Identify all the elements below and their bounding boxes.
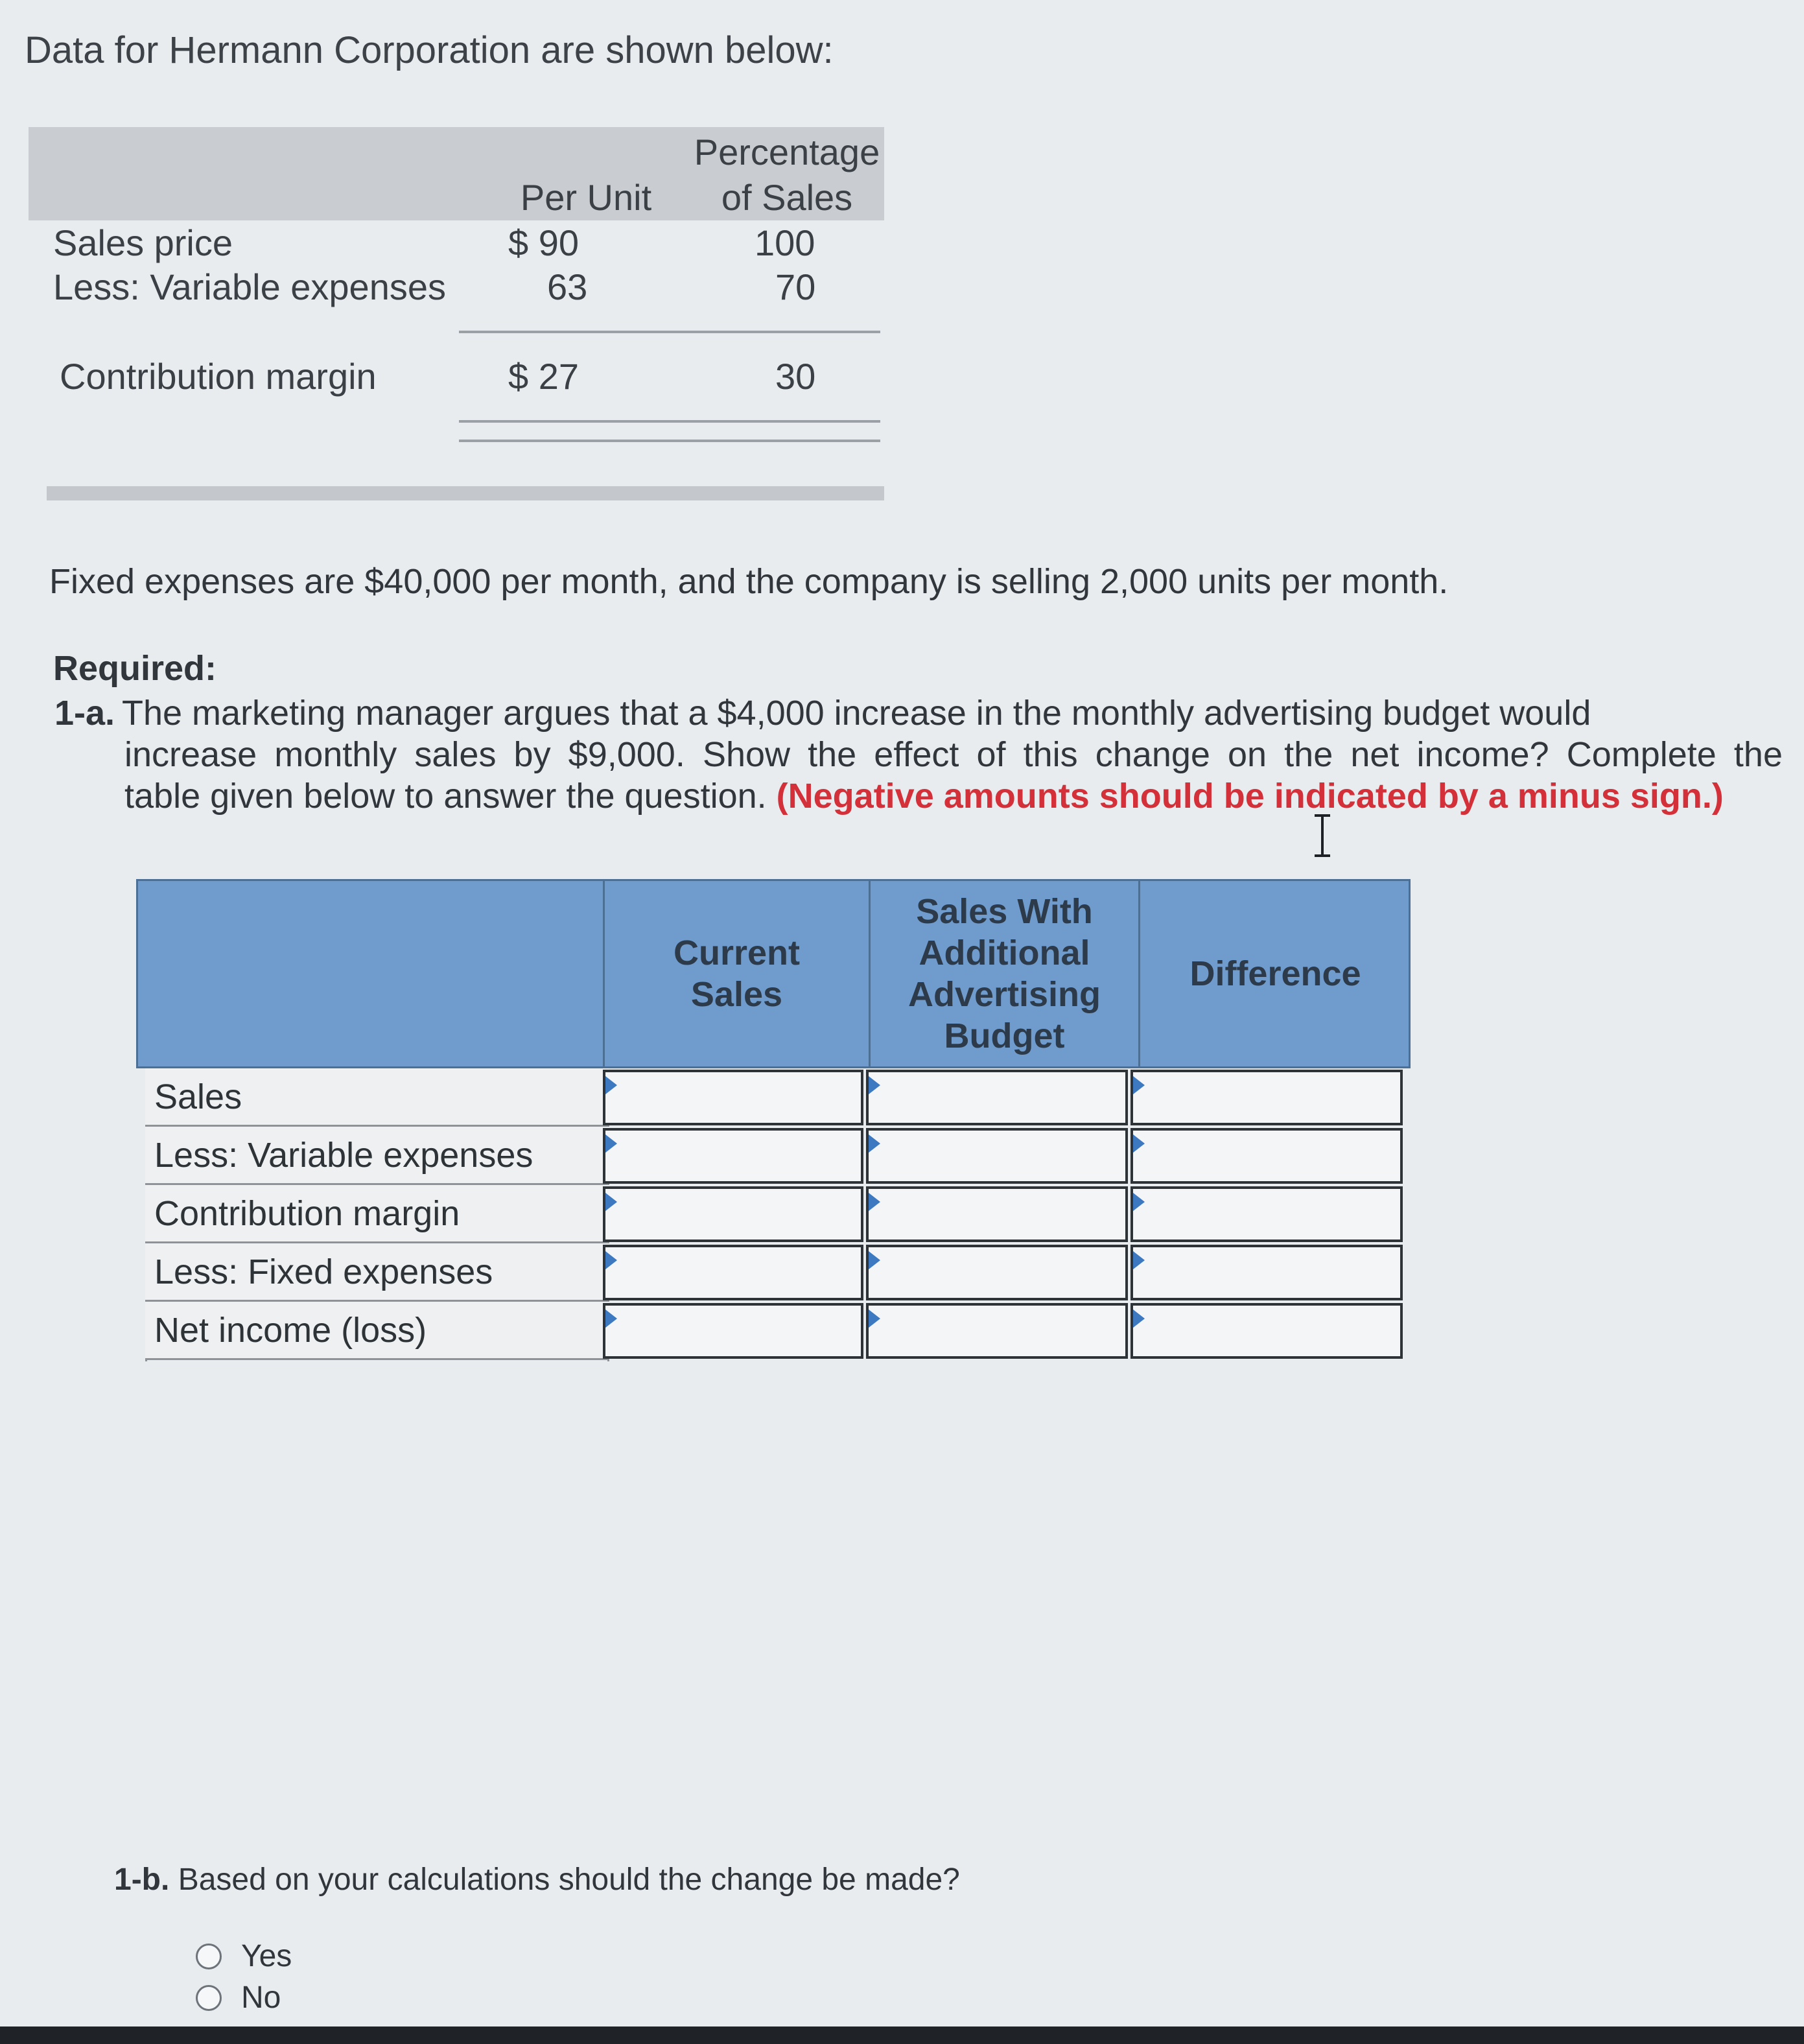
col-header-current-sales-line2: Sales (690, 975, 783, 1014)
question-1b (114, 1862, 960, 1897)
text-cursor-icon (1309, 813, 1335, 858)
input-fixed-expenses-difference[interactable] (1130, 1245, 1403, 1300)
col-header-current-sales-line1: Current (673, 934, 800, 972)
entry-marker-icon (869, 1076, 880, 1094)
total-rule-2 (459, 440, 880, 442)
bottom-edge (0, 2026, 1804, 2044)
col-header-per-unit: Per Unit (520, 177, 652, 218)
radio-option-yes[interactable] (196, 1938, 292, 1974)
entry-marker-icon (605, 1193, 617, 1211)
input-fixed-expenses-with-advertising[interactable] (866, 1245, 1128, 1300)
row-label-fixed-expenses: Less: Fixed expenses (145, 1243, 609, 1302)
entry-marker-icon (869, 1193, 880, 1211)
entry-marker-icon (1133, 1310, 1145, 1328)
input-net-income-current[interactable] (603, 1303, 863, 1359)
variable-expenses-per-unit: 63 (547, 266, 588, 307)
question-1a-line3-wrap (54, 775, 1783, 817)
question-1a-line1: The marketing manager argues that a $4,000 increase in the monthly advertising budget would (122, 694, 1591, 733)
subtotal-rule (459, 331, 880, 333)
entry-marker-icon (869, 1251, 880, 1269)
question-1b-number: 1-b. (114, 1862, 170, 1897)
radio-yes-label: Yes (241, 1939, 292, 1973)
col-header-difference: Difference (1138, 879, 1411, 1068)
input-sales-with-advertising[interactable] (866, 1070, 1128, 1125)
entry-marker-icon (605, 1251, 617, 1269)
row-label-sales: Sales (145, 1068, 609, 1127)
question-1a-line2: increase monthly sales by $9,000. Show the effect of this change on the net income? Complete the (124, 735, 1783, 774)
col-header-percentage-line2: of Sales (721, 177, 853, 218)
intro-text: Data for Hermann Corporation are shown below: (25, 29, 834, 71)
variable-expenses-pct: 70 (775, 266, 816, 307)
input-contribution-margin-with-advertising[interactable] (866, 1186, 1128, 1242)
row-label-contribution-margin: Contribution margin (145, 1185, 609, 1243)
col-header-percentage (690, 130, 884, 220)
input-net-income-difference[interactable] (1130, 1303, 1403, 1359)
col-header-current-sales (603, 879, 869, 1068)
col-header-sales-with-line2: Additional (919, 934, 1090, 972)
fixed-expenses-text: Fixed expenses are $40,000 per month, and the company is selling 2,000 units per month. (49, 562, 1449, 601)
entry-marker-icon (605, 1310, 617, 1328)
required-heading: Required: (53, 649, 217, 688)
contribution-margin-per-unit: $ 27 (508, 356, 579, 397)
row-label-variable-expenses: Less: Variable expenses (53, 266, 446, 307)
entry-marker-icon (605, 1134, 617, 1153)
data-table-bottom-band (47, 486, 884, 500)
entry-marker-icon (869, 1134, 880, 1153)
row-label-variable-expenses: Less: Variable expenses (145, 1127, 609, 1185)
question-1a-line3: table given below to answer the question. (124, 777, 767, 816)
input-variable-expenses-difference[interactable] (1130, 1128, 1403, 1184)
entry-marker-icon (1133, 1134, 1145, 1153)
input-fixed-expenses-current[interactable] (603, 1245, 863, 1300)
row-label-sales-price: Sales price (53, 222, 233, 263)
input-contribution-margin-current[interactable] (603, 1186, 863, 1242)
question-1a (54, 692, 1783, 817)
entry-marker-icon (1133, 1076, 1145, 1094)
entry-marker-icon (605, 1076, 617, 1094)
negative-amounts-note: (Negative amounts should be indicated by a minus sign.) (776, 777, 1724, 816)
input-sales-current[interactable] (603, 1070, 863, 1125)
radio-no-control[interactable] (196, 1985, 222, 2011)
entry-marker-icon (1133, 1193, 1145, 1211)
col-header-sales-with-line3: Advertising (908, 975, 1101, 1014)
contribution-margin-pct: 30 (775, 356, 816, 397)
input-contribution-margin-difference[interactable] (1130, 1186, 1403, 1242)
row-label-net-income: Net income (loss) (145, 1302, 609, 1360)
entry-marker-icon (1133, 1251, 1145, 1269)
input-variable-expenses-with-advertising[interactable] (866, 1128, 1128, 1184)
col-header-sales-with-advertising (869, 879, 1138, 1068)
sales-price-per-unit: $ 90 (508, 222, 579, 263)
input-sales-difference[interactable] (1130, 1070, 1403, 1125)
row-label-contribution-margin: Contribution margin (60, 356, 377, 397)
question-1b-text: Based on your calculations should the change be made? (178, 1862, 960, 1897)
input-net-income-with-advertising[interactable] (866, 1303, 1128, 1359)
radio-no-label: No (241, 1980, 281, 2015)
radio-option-no[interactable] (196, 1980, 281, 2015)
sales-price-pct: 100 (755, 222, 815, 263)
question-1a-number: 1-a. (54, 694, 115, 733)
entry-marker-icon (869, 1310, 880, 1328)
col-header-sales-with-line1: Sales With (916, 892, 1093, 931)
input-variable-expenses-current[interactable] (603, 1128, 863, 1184)
radio-yes-control[interactable] (196, 1944, 222, 1969)
col-header-percentage-line1: Percentage (694, 132, 880, 172)
col-header-sales-with-line4: Budget (944, 1016, 1065, 1055)
total-rule-1 (459, 420, 880, 423)
